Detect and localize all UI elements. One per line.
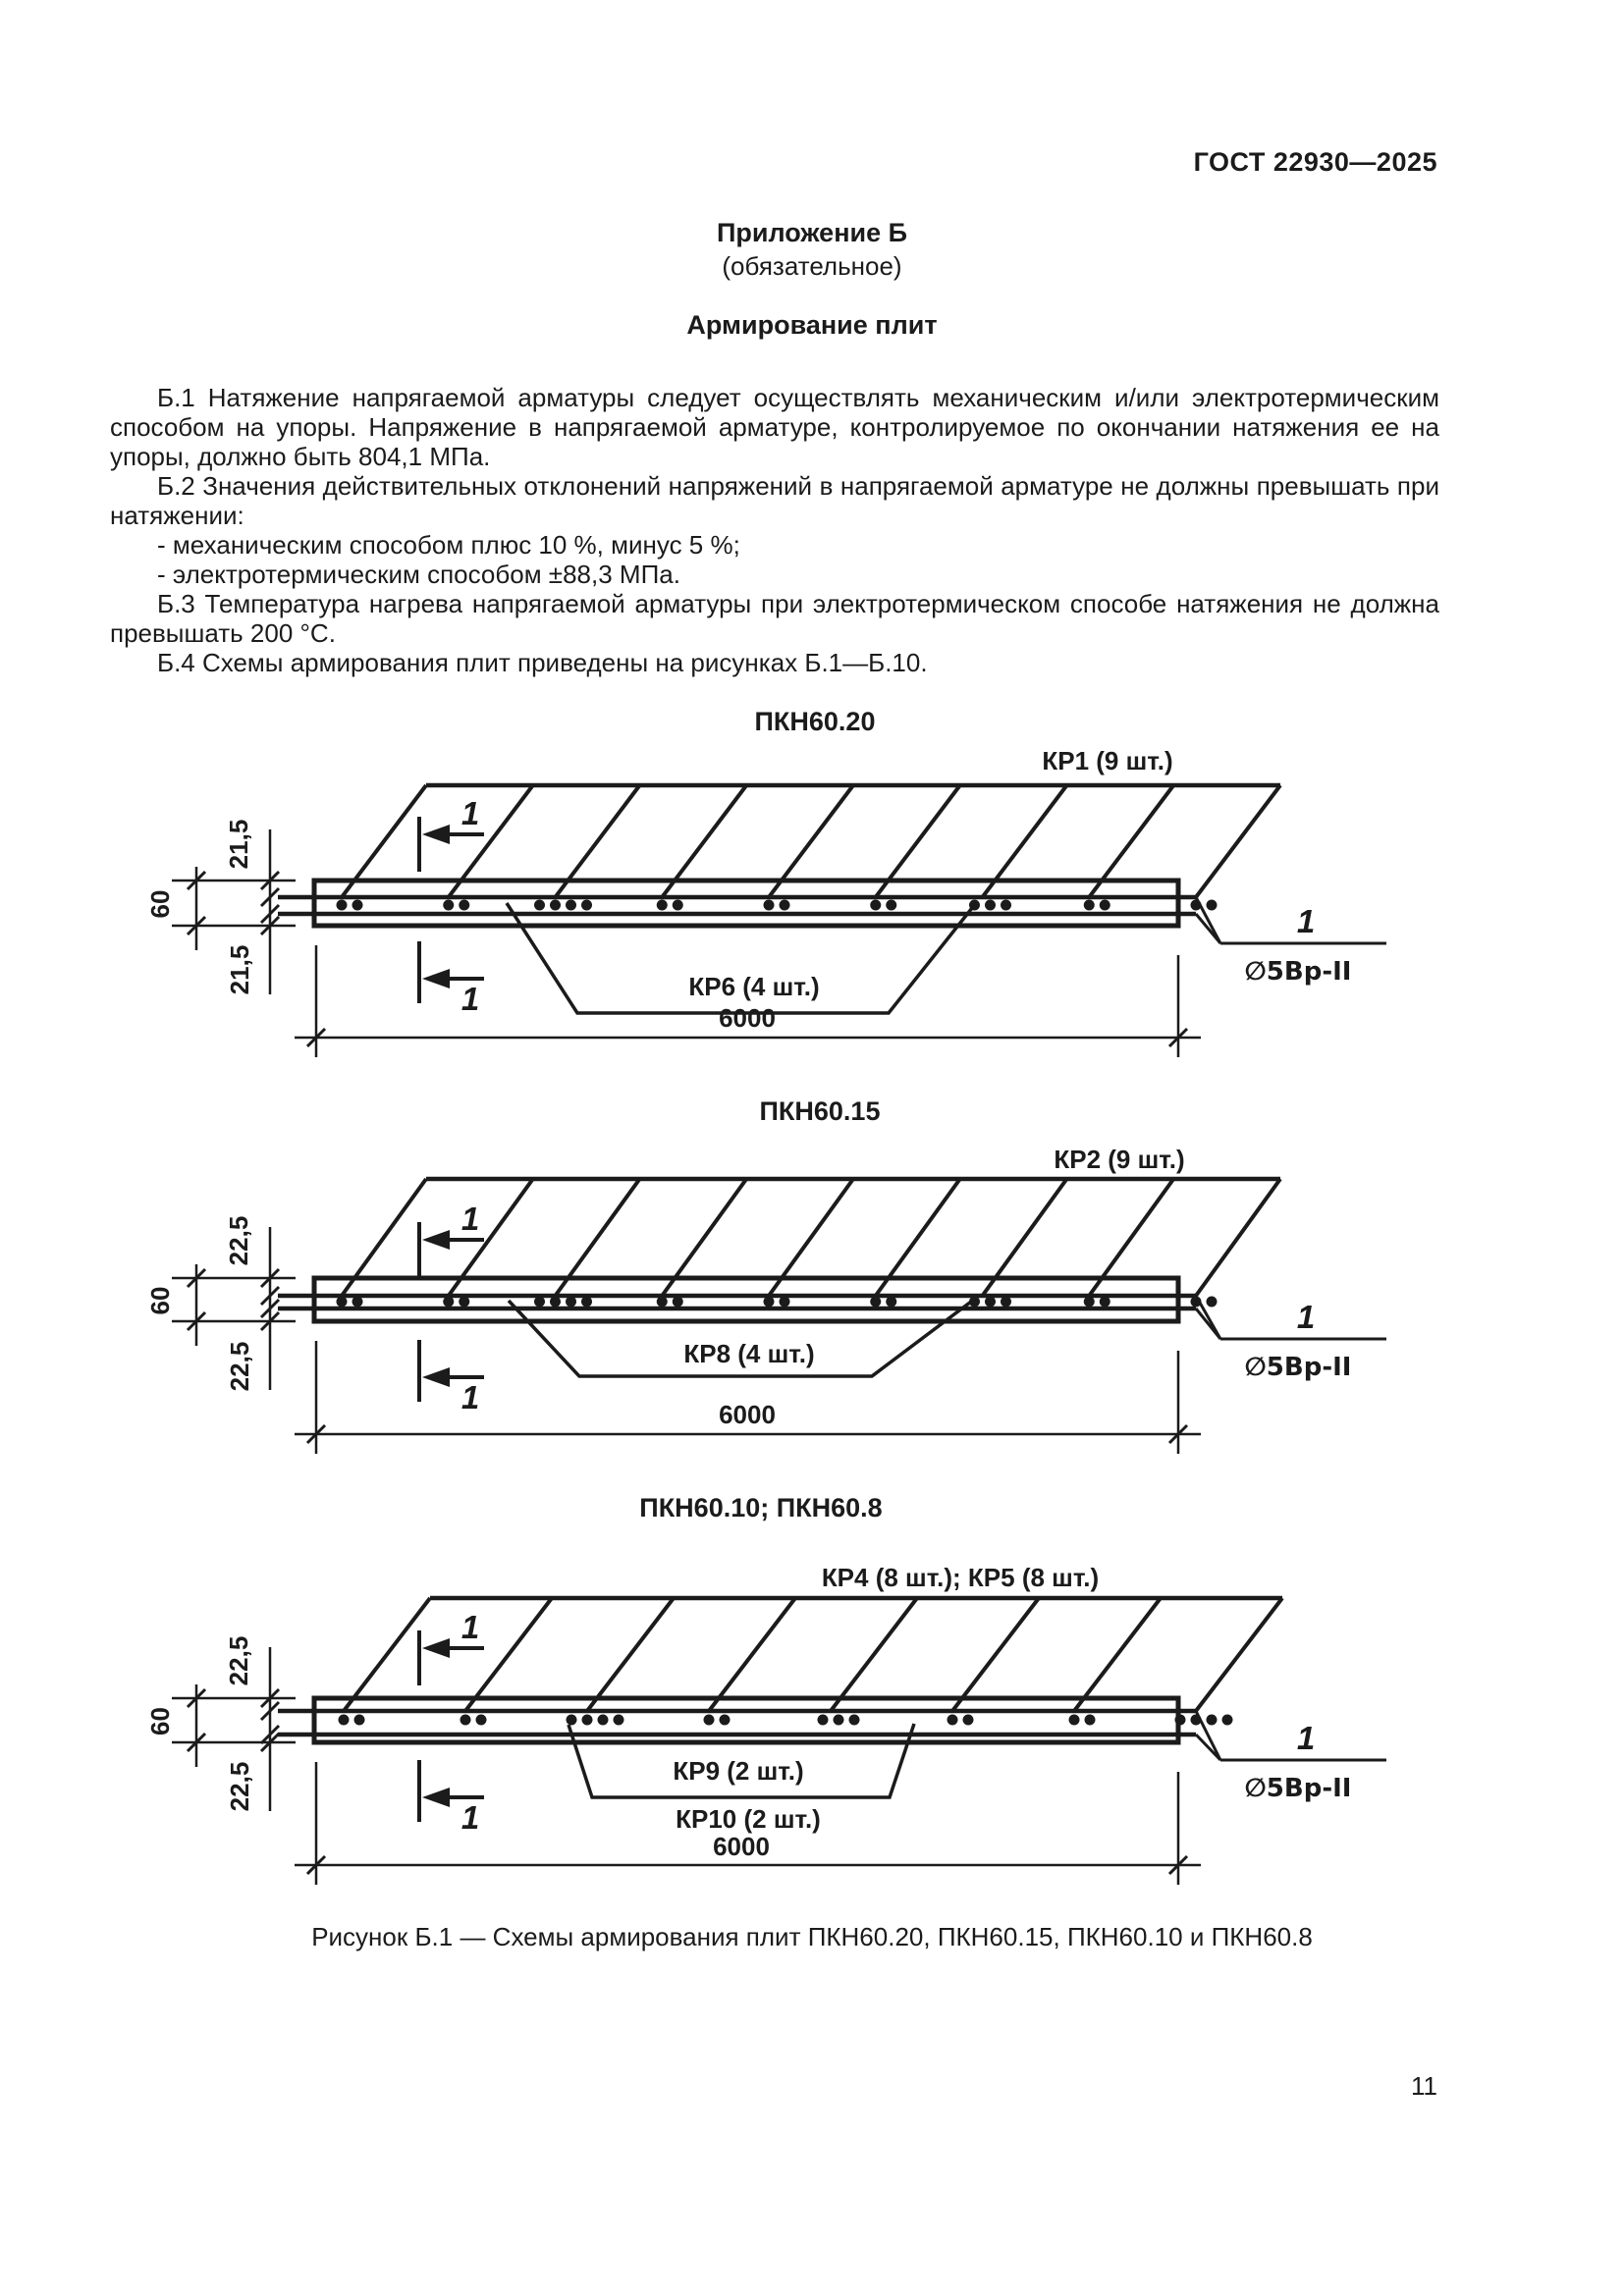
paragraph-b3: Б.3 Температура нагрева напрягаемой арматуры при электротермическом способе натяжения не должна превышать 200 °С. <box>110 589 1439 648</box>
rebar-dot <box>834 1715 844 1726</box>
length-dim-text: 6000 <box>713 1832 770 1861</box>
rebar-dot <box>614 1715 624 1726</box>
section-mark-label: 1 <box>460 1799 480 1836</box>
wire-position-mark: 1 <box>1296 1720 1316 1756</box>
rebar-dot <box>1100 1297 1110 1308</box>
mesh-bar-line <box>344 1598 430 1711</box>
rebar-dot <box>1001 900 1011 911</box>
appendix-title: Приложение Б <box>716 218 908 247</box>
section-arrow-head <box>422 1638 450 1658</box>
rebar-dot <box>780 1297 790 1308</box>
rebar-dot <box>985 900 996 911</box>
rebar-dot <box>476 1715 487 1726</box>
wire-spec-label: ∅5Вр-II <box>1244 957 1352 987</box>
mesh-bar-line <box>709 1598 795 1711</box>
bottom-cover-dim-text: 21,5 <box>225 944 254 995</box>
bottom-cover-dim-text: 22,5 <box>225 1761 254 1812</box>
rebar-dot <box>870 1297 881 1308</box>
rebar-dot <box>567 1715 577 1726</box>
top-mesh-label: КР4 (8 шт.); КР5 (8 шт.) <box>821 1563 1100 1592</box>
rebar-dot <box>849 1715 860 1726</box>
mesh-bar-line <box>1074 1598 1161 1711</box>
rebar-dot <box>566 1297 576 1308</box>
rebar-dot <box>673 900 683 911</box>
figure-caption: Рисунок Б.1 — Схемы армирования плит ПКН60.20, ПКН60.15, ПКН60.10 и ПКН60.8 <box>311 1922 1313 1951</box>
rebar-dot <box>352 900 363 911</box>
rebar-dot <box>550 900 561 911</box>
wire-position-mark: 1 <box>1296 1299 1316 1335</box>
callout-leader <box>1196 1308 1220 1339</box>
paragraph-b1: Б.1 Натяжение напрягаемой арматуры следует осуществлять механическим и/или электротермическим способом на упоры. Напряжение в напрягаемой арматуре, контролируемое по окончании натяжения ее на упоры, должно быть 804,1 МПа. <box>110 383 1439 471</box>
thickness-dim-text: 60 <box>145 1286 175 1315</box>
rebar-dot <box>657 1297 668 1308</box>
rebar-dot <box>581 1297 592 1308</box>
rebar-dot <box>1084 1297 1095 1308</box>
rebar-dot <box>1085 1715 1096 1726</box>
section-title: Армирование плит <box>686 310 938 340</box>
plate-type-label: ПКН60.15 <box>759 1096 881 1126</box>
rebar-dot <box>566 900 576 911</box>
wire-spec-label: ∅5Вр-II <box>1244 1353 1352 1382</box>
rebar-dot <box>581 900 592 911</box>
list-item-electrothermal: - электротермическим способом ±88,3 МПа. <box>157 560 680 589</box>
paragraph-b4: Б.4 Схемы армирования плит приведены на рисунках Б.1—Б.10. <box>157 648 928 677</box>
rebar-dot <box>1069 1715 1080 1726</box>
section-arrow-head <box>422 1367 450 1387</box>
section-mark-label: 1 <box>460 981 480 1017</box>
mesh-bar-line <box>1196 1598 1282 1711</box>
section-arrow-head <box>422 825 450 844</box>
rebar-dot <box>704 1715 715 1726</box>
rebar-dot <box>534 1297 545 1308</box>
rebar-dot <box>985 1297 996 1308</box>
rebar-dot <box>673 1297 683 1308</box>
rebar-dot <box>459 900 469 911</box>
bottom-mesh-label: КР6 (4 шт.) <box>688 972 820 1001</box>
rebar-dot <box>459 1297 469 1308</box>
section-arrow-head <box>422 969 450 988</box>
plate-type-label: ПКН60.10; ПКН60.8 <box>639 1493 883 1522</box>
rebar-dot <box>352 1297 363 1308</box>
rebar-dot <box>582 1715 593 1726</box>
rebar-dot <box>1100 900 1110 911</box>
page-number: 11 <box>1411 2071 1437 2101</box>
rebar-dot <box>818 1715 829 1726</box>
bottom-mesh-label: КР10 (2 шт.) <box>676 1804 821 1834</box>
rebar-dot <box>1207 1715 1218 1726</box>
rebar-dot <box>947 1715 958 1726</box>
wire-position-mark: 1 <box>1296 903 1316 939</box>
thickness-dim-text: 60 <box>145 889 175 919</box>
rebar-dot <box>870 900 881 911</box>
rebar-dot <box>460 1715 471 1726</box>
mesh-bar-line <box>831 1598 917 1711</box>
rebar-dot <box>1084 900 1095 911</box>
rebar-dot <box>886 1297 896 1308</box>
top-cover-dim-text: 21,5 <box>224 819 253 870</box>
rebar-dot <box>1207 900 1218 911</box>
reinforcement-diagram-2 <box>145 1096 1386 1454</box>
rebar-dot <box>764 900 775 911</box>
bottom-mesh-label: КР8 (4 шт.) <box>683 1339 815 1368</box>
rebar-dot <box>337 900 348 911</box>
mesh-bar-line <box>952 1598 1039 1711</box>
reinforcement-diagram-3 <box>145 1493 1386 1885</box>
top-mesh-label: КР1 (9 шт.) <box>1042 746 1173 775</box>
rebar-dot <box>354 1715 365 1726</box>
length-dim-text: 6000 <box>719 1003 776 1033</box>
rebar-dot <box>443 1297 454 1308</box>
length-dim-text: 6000 <box>719 1400 776 1429</box>
standard-number: ГОСТ 22930—2025 <box>1193 147 1437 177</box>
section-mark-label: 1 <box>460 1201 480 1237</box>
rebar-dot <box>443 900 454 911</box>
plate-type-label: ПКН60.20 <box>754 707 876 736</box>
rebar-dot <box>963 1715 974 1726</box>
section-mark-label: 1 <box>460 795 480 831</box>
rebar-dot <box>764 1297 775 1308</box>
top-cover-dim-text: 22,5 <box>224 1215 253 1266</box>
rebar-dot <box>1222 1715 1233 1726</box>
rebar-dot <box>720 1715 731 1726</box>
rebar-dot <box>550 1297 561 1308</box>
rebar-dot <box>337 1297 348 1308</box>
section-arrow-head <box>422 1788 450 1807</box>
rebar-dot <box>886 900 896 911</box>
top-cover-dim-text: 22,5 <box>224 1635 253 1686</box>
rebar-dot <box>1207 1297 1218 1308</box>
section-mark-label: 1 <box>460 1609 480 1645</box>
reinforcement-diagram-1 <box>145 707 1386 1057</box>
section-arrow-head <box>422 1230 450 1250</box>
bottom-cover-dim-text: 22,5 <box>225 1341 254 1392</box>
mesh-bar-line <box>587 1598 674 1711</box>
rebar-dot <box>534 900 545 911</box>
bottom-mesh-label: КР9 (2 шт.) <box>673 1756 804 1786</box>
rebar-dot <box>780 900 790 911</box>
section-mark-label: 1 <box>460 1379 480 1415</box>
paragraph-b2: Б.2 Значения действительных отклонений напряжений в напрягаемой арматуре не должны превышать при натяжении: <box>110 471 1439 530</box>
wire-spec-label: ∅5Вр-II <box>1244 1774 1352 1803</box>
rebar-dot <box>1001 1297 1011 1308</box>
top-mesh-label: КР2 (9 шт.) <box>1054 1145 1185 1174</box>
rebar-dot <box>598 1715 609 1726</box>
rebar-dot <box>339 1715 350 1726</box>
mesh-bar-line <box>1196 785 1280 897</box>
mesh-bar-line <box>1196 1179 1280 1296</box>
rebar-dot <box>1175 1715 1186 1726</box>
rebar-dot <box>657 900 668 911</box>
thickness-dim-text: 60 <box>145 1707 175 1735</box>
list-item-mechanical: - механическим способом плюс 10 %, минус 5 %; <box>157 530 740 560</box>
appendix-subtitle: (обязательное) <box>722 251 902 281</box>
